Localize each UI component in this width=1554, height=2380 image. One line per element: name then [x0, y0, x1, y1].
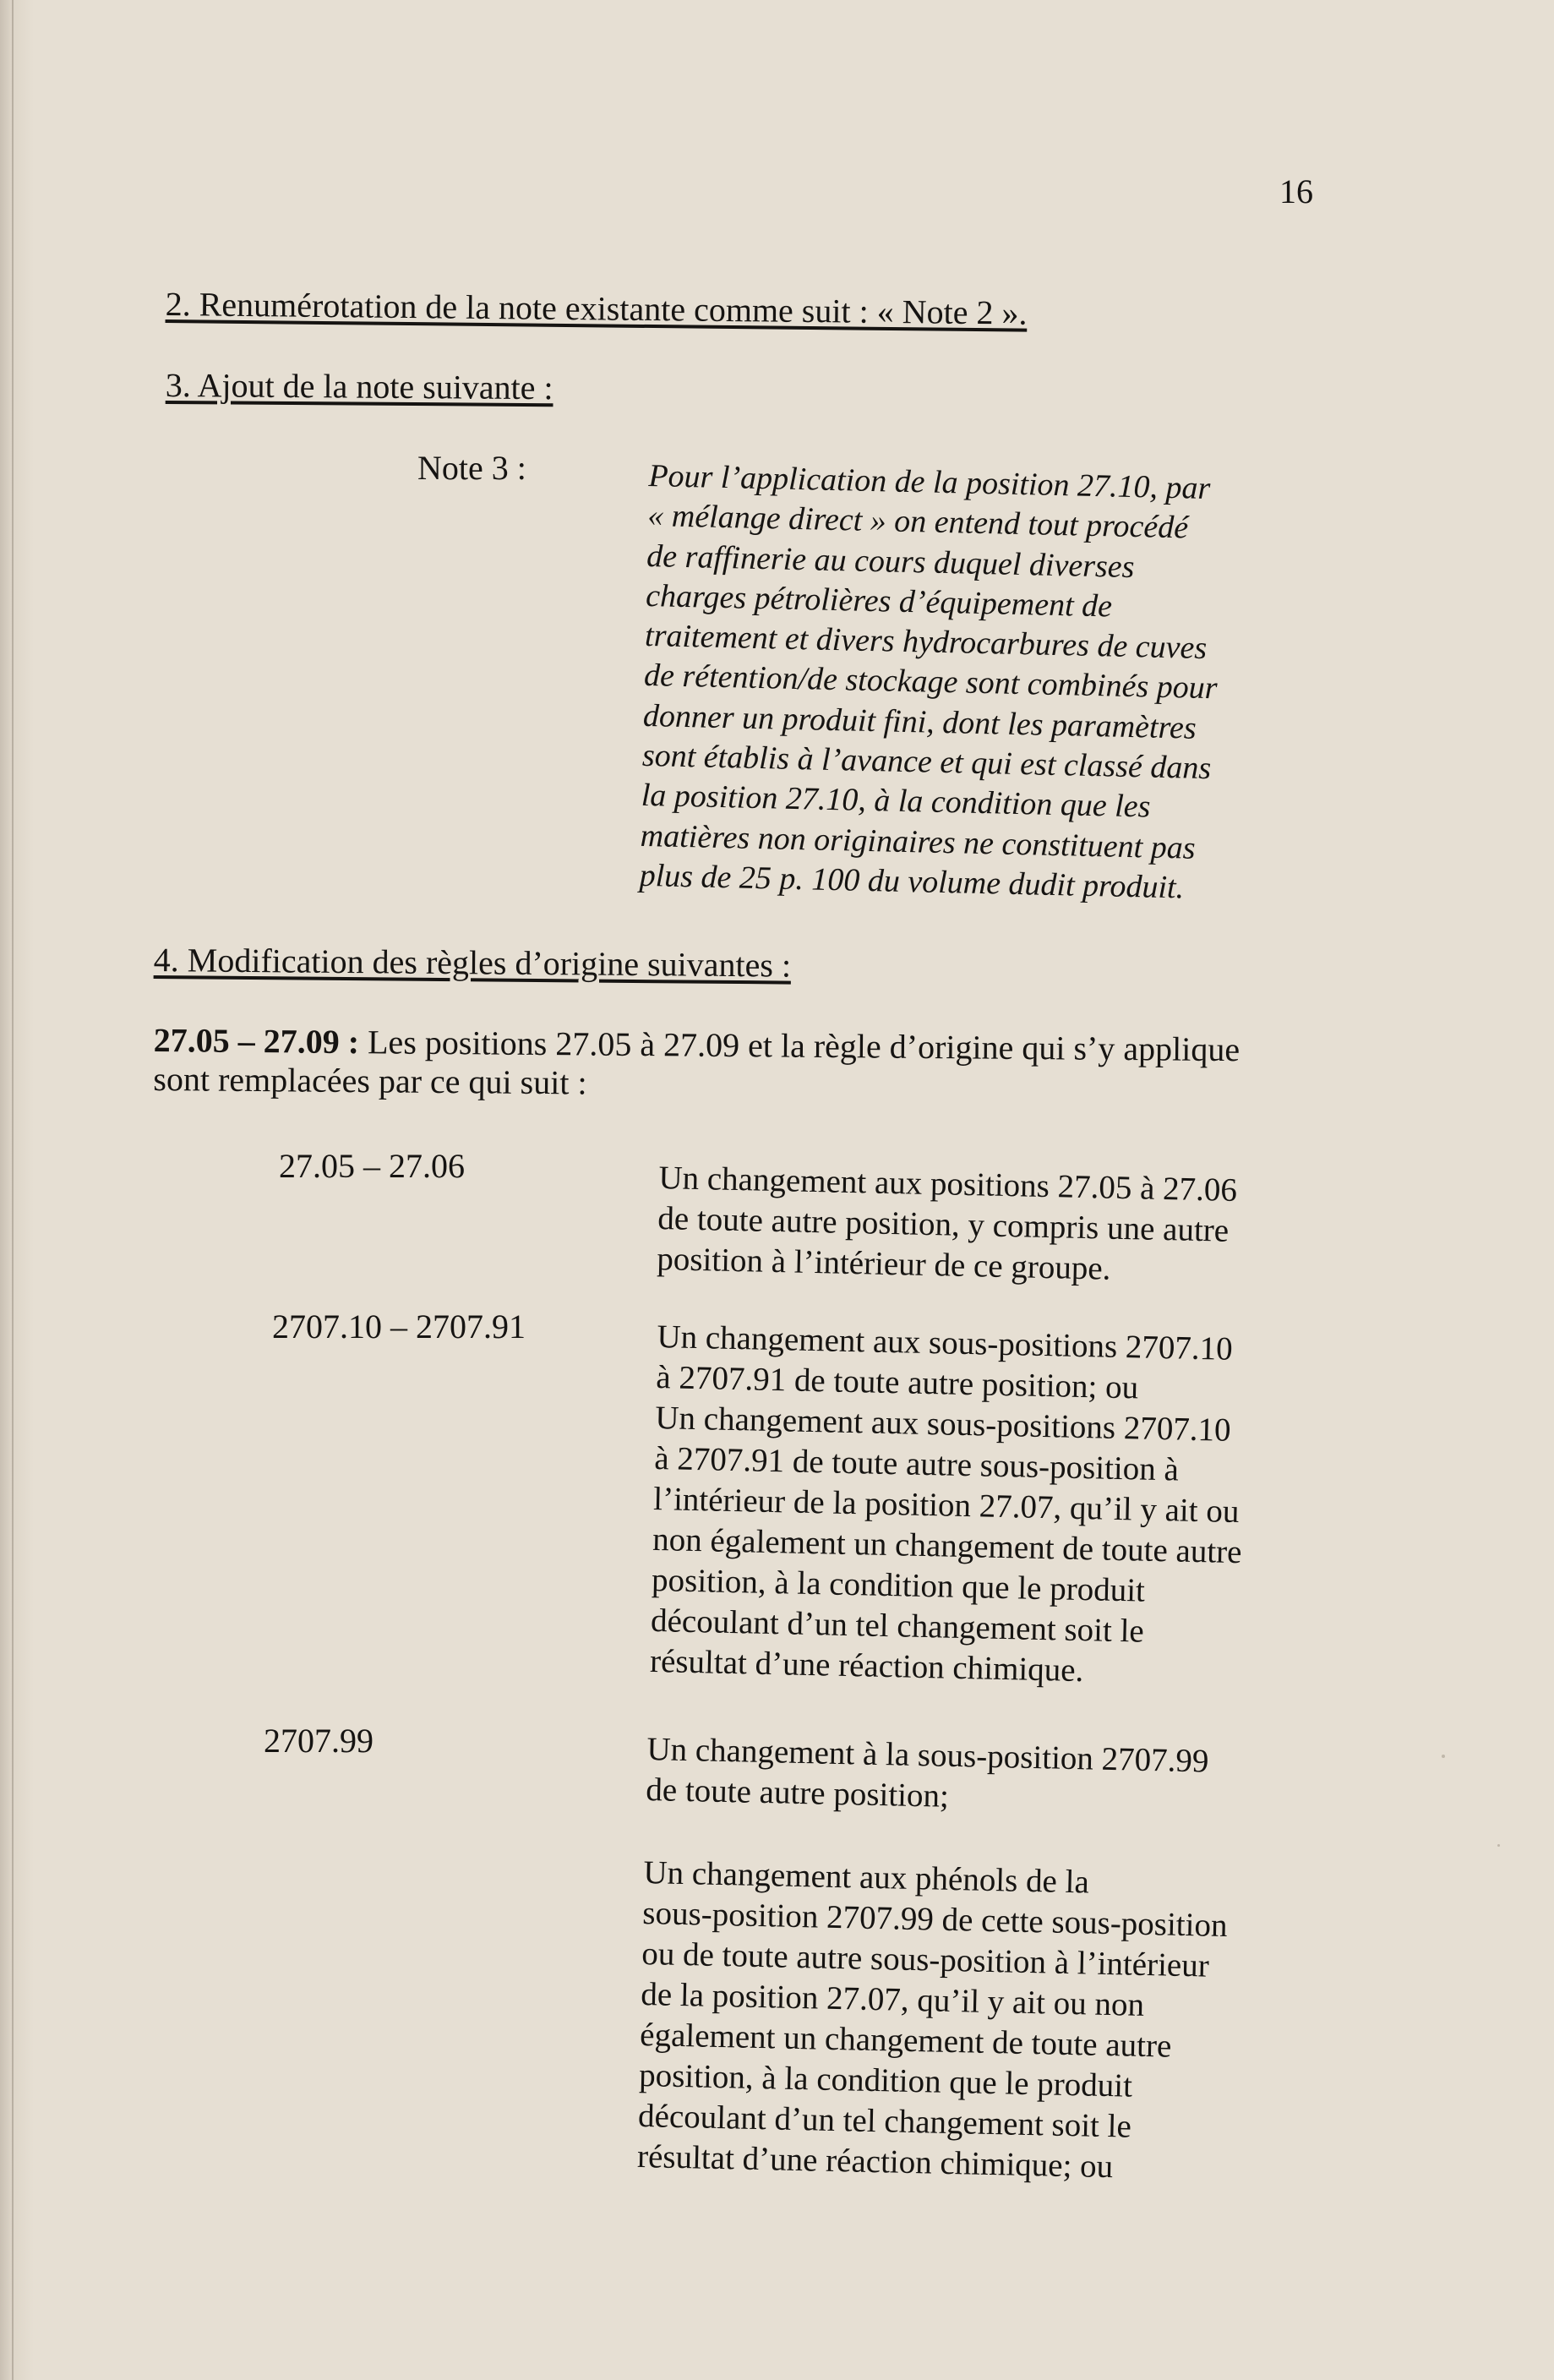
rule-line: Un changement aux phénols de la — [643, 1853, 1090, 1901]
rule-code-3: 2707.99 — [264, 1722, 374, 1760]
note-3-label: Note 3 : — [417, 449, 526, 487]
rule-line: Un changement aux positions 27.05 à 27.06 — [658, 1159, 1238, 1209]
rule-line: non également un changement de toute autre — [652, 1520, 1242, 1571]
rule-line: position, à la condition que le produit — [638, 2056, 1133, 2104]
rule-line: position, à la condition que le produit — [651, 1561, 1146, 1609]
rule-intro — [153, 1021, 1240, 1108]
rule-code-2: 2707.10 – 2707.91 — [272, 1307, 526, 1346]
page-binding-edge — [12, 0, 14, 2380]
rule-line: découlant d’un tel changement soit le — [650, 1602, 1145, 1650]
rule-line: de la position 27.07, qu’il y ait ou non — [640, 1975, 1145, 2023]
rule-line: de toute autre position; — [645, 1771, 950, 1815]
note-line: donner un produit fini, dont les paramètres — [642, 697, 1197, 746]
rule-line: Un changement aux sous-positions 2707.10 — [657, 1318, 1234, 1367]
rule-line: découlant d’un tel changement soit le — [637, 2097, 1132, 2145]
rule-intro-code: 27.05 – 27.09 : — [153, 1021, 360, 1062]
rule-text-1 — [657, 1158, 1238, 1292]
note-line: Pour l’application de la position 27.10, par — [648, 457, 1211, 507]
ink-speck — [1442, 1755, 1445, 1758]
rule-text-3 — [646, 1729, 1209, 1822]
note-line: la position 27.10, à la condition que les — [641, 778, 1151, 825]
note-3-body — [639, 456, 1222, 909]
rule-line: à 2707.91 de toute autre sous-position à — [653, 1439, 1180, 1488]
section-4-heading: 4. Modification des règles d’origine suivantes : — [153, 941, 792, 985]
rule-line: résultat d’une réaction chimique; ou — [636, 2137, 1114, 2186]
rule-line: à 2707.91 de toute autre position; ou — [655, 1358, 1139, 1406]
ink-speck — [1497, 1844, 1500, 1847]
note-line: traitement et divers hydrocarbures de cuves — [644, 618, 1208, 667]
rule-line: résultat d’une réaction chimique. — [649, 1642, 1084, 1689]
note-line: sont établis à l’avance et qui est classé dans — [641, 737, 1212, 787]
rule-line: de toute autre position, y compris une autre — [657, 1199, 1230, 1249]
note-line: « mélange direct » on entend tout procédé — [646, 498, 1189, 546]
section-2-heading: 2. Renumérotation de la note existante comme suit : « Note 2 ». — [165, 284, 1028, 332]
rule-line: ou de toute autre sous-position à l’intérieur — [641, 1935, 1210, 1984]
rule-line: également un changement de toute autre — [639, 2016, 1172, 2065]
section-3-heading: 3. Ajout de la note suivante : — [165, 365, 553, 407]
note-line: de raffinerie au cours duquel diverses — [646, 538, 1135, 585]
rule-line: sous-position 2707.99 de cette sous-position — [641, 1894, 1228, 1945]
note-line: plus de 25 p. 100 du volume dudit produit. — [639, 857, 1185, 906]
rule-text-4 — [637, 1853, 1229, 2190]
rule-code-1: 27.05 – 27.06 — [279, 1147, 465, 1185]
note-line: charges pétrolières d’équipement de — [645, 577, 1113, 625]
rule-intro-line-2: sont remplacées par ce qui suit : — [153, 1059, 587, 1102]
rule-line: Un changement à la sous-position 2707.99 — [646, 1730, 1209, 1780]
rule-text-2 — [650, 1317, 1247, 1695]
rule-line: Un changement aux sous-positions 2707.10 — [654, 1399, 1232, 1449]
note-line: matières non originaires ne constituent pas — [640, 817, 1196, 866]
page-number: 16 — [1279, 172, 1313, 210]
note-line: de rétention/de stockage sont combinés pour — [643, 658, 1219, 707]
rule-line: l’intérieur de la position 27.07, qu’il y ait ou — [652, 1480, 1240, 1531]
rule-line: position à l’intérieur de ce groupe. — [656, 1240, 1111, 1287]
rule-intro-line-1: Les positions 27.05 à 27.09 et la règle d’origine qui s’y applique — [367, 1023, 1240, 1069]
